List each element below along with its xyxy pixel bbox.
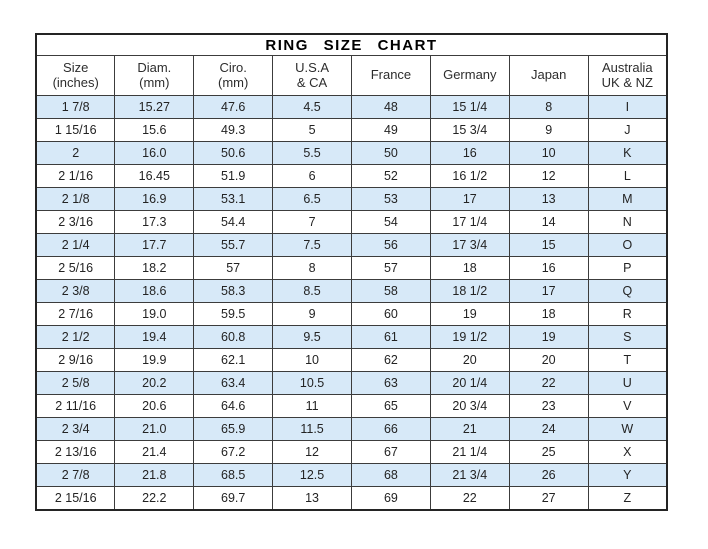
table-cell: 17 3/4 bbox=[430, 234, 509, 257]
column-header-row bbox=[36, 56, 667, 96]
table-cell: 2 7/8 bbox=[36, 464, 115, 487]
table-row bbox=[36, 165, 667, 188]
table-cell: 2 3/8 bbox=[36, 280, 115, 303]
table-cell: 20.6 bbox=[115, 395, 194, 418]
table-cell: N bbox=[588, 211, 667, 234]
table-cell: 17.3 bbox=[115, 211, 194, 234]
table-cell: 10 bbox=[273, 349, 352, 372]
table-cell: 2 5/8 bbox=[36, 372, 115, 395]
table-cell: U bbox=[588, 372, 667, 395]
table-cell: 2 bbox=[36, 142, 115, 165]
table-cell: 12.5 bbox=[273, 464, 352, 487]
table-cell: S bbox=[588, 326, 667, 349]
table-cell: 21 3/4 bbox=[430, 464, 509, 487]
table-cell: 58.3 bbox=[194, 280, 273, 303]
table-cell: 9.5 bbox=[273, 326, 352, 349]
table-cell: 69.7 bbox=[194, 487, 273, 511]
table-cell: 7.5 bbox=[273, 234, 352, 257]
table-cell: 62.1 bbox=[194, 349, 273, 372]
table-cell: 19 bbox=[430, 303, 509, 326]
table-cell: Z bbox=[588, 487, 667, 511]
table-cell: 60.8 bbox=[194, 326, 273, 349]
table-cell: 65 bbox=[352, 395, 431, 418]
table-cell: 12 bbox=[273, 441, 352, 464]
table-cell: 26 bbox=[509, 464, 588, 487]
column-header-line: Australia bbox=[602, 59, 653, 75]
table-cell: 25 bbox=[509, 441, 588, 464]
table-cell: 67 bbox=[352, 441, 431, 464]
table-cell: 51.9 bbox=[194, 165, 273, 188]
table-cell: P bbox=[588, 257, 667, 280]
table-cell: 13 bbox=[509, 188, 588, 211]
table-row bbox=[36, 142, 667, 165]
table-cell: 57 bbox=[194, 257, 273, 280]
table-cell: 16.45 bbox=[115, 165, 194, 188]
table-cell: 27 bbox=[509, 487, 588, 511]
table-cell: 1 7/8 bbox=[36, 96, 115, 119]
column-header-line: Size bbox=[63, 59, 89, 75]
column-header bbox=[352, 56, 431, 96]
table-cell: 16 bbox=[430, 142, 509, 165]
table-cell: 19.9 bbox=[115, 349, 194, 372]
table-cell: 21.0 bbox=[115, 418, 194, 441]
table-cell: 21.4 bbox=[115, 441, 194, 464]
table-cell: 20.2 bbox=[115, 372, 194, 395]
table-cell: 16 1/2 bbox=[430, 165, 509, 188]
table-cell: 54 bbox=[352, 211, 431, 234]
title-row bbox=[36, 34, 667, 56]
column-header-line: U.S.A bbox=[295, 59, 330, 75]
table-cell: 60 bbox=[352, 303, 431, 326]
table-row bbox=[36, 96, 667, 119]
table-cell: T bbox=[588, 349, 667, 372]
table-cell: 49.3 bbox=[194, 119, 273, 142]
table-cell: 9 bbox=[509, 119, 588, 142]
table-cell: 18 1/2 bbox=[430, 280, 509, 303]
table-cell: 2 9/16 bbox=[36, 349, 115, 372]
table-cell: 63.4 bbox=[194, 372, 273, 395]
table-cell: 48 bbox=[352, 96, 431, 119]
table-cell: 4.5 bbox=[273, 96, 352, 119]
table-cell: 53 bbox=[352, 188, 431, 211]
table-cell: 11 bbox=[273, 395, 352, 418]
table-row bbox=[36, 211, 667, 234]
column-header-line: Diam. bbox=[137, 59, 172, 75]
table-cell: 19 bbox=[509, 326, 588, 349]
table-cell: 24 bbox=[509, 418, 588, 441]
column-header-line: & CA bbox=[296, 74, 328, 90]
table-head bbox=[36, 34, 667, 96]
table-cell: 23 bbox=[509, 395, 588, 418]
table-cell: R bbox=[588, 303, 667, 326]
table-row bbox=[36, 303, 667, 326]
table-cell: 12 bbox=[509, 165, 588, 188]
table-cell: 58 bbox=[352, 280, 431, 303]
table-cell: 49 bbox=[352, 119, 431, 142]
table-cell: 16.0 bbox=[115, 142, 194, 165]
table-cell: 2 3/4 bbox=[36, 418, 115, 441]
table-cell: K bbox=[588, 142, 667, 165]
table-cell: 2 7/16 bbox=[36, 303, 115, 326]
column-header-line: (mm) bbox=[218, 74, 249, 90]
table-cell: 20 bbox=[430, 349, 509, 372]
table-cell: V bbox=[588, 395, 667, 418]
table-cell: 68 bbox=[352, 464, 431, 487]
table-cell: W bbox=[588, 418, 667, 441]
table-row bbox=[36, 280, 667, 303]
table-cell: 18 bbox=[509, 303, 588, 326]
table-cell: 22.2 bbox=[115, 487, 194, 511]
table-row bbox=[36, 487, 667, 511]
ring-size-chart-table bbox=[35, 33, 668, 511]
column-header-line: Ciro. bbox=[219, 59, 247, 75]
table-cell: 15 bbox=[509, 234, 588, 257]
column-header-line: (inches) bbox=[52, 74, 99, 90]
column-header-line: Japan bbox=[530, 67, 567, 83]
table-cell: 20 1/4 bbox=[430, 372, 509, 395]
table-cell: 64.6 bbox=[194, 395, 273, 418]
column-header-line: UK & NZ bbox=[601, 74, 653, 90]
table-cell: 17 bbox=[430, 188, 509, 211]
table-row bbox=[36, 464, 667, 487]
table-cell: 17.7 bbox=[115, 234, 194, 257]
table-cell: 16 bbox=[509, 257, 588, 280]
table-cell: 17 bbox=[509, 280, 588, 303]
table-cell: 10 bbox=[509, 142, 588, 165]
table-cell: 66 bbox=[352, 418, 431, 441]
table-cell: 6 bbox=[273, 165, 352, 188]
table-cell: 62 bbox=[352, 349, 431, 372]
table-cell: 69 bbox=[352, 487, 431, 511]
column-header bbox=[588, 56, 667, 96]
table-cell: 54.4 bbox=[194, 211, 273, 234]
table-cell: 2 13/16 bbox=[36, 441, 115, 464]
table-cell: 50 bbox=[352, 142, 431, 165]
table-cell: Y bbox=[588, 464, 667, 487]
table-cell: 20 bbox=[509, 349, 588, 372]
table-cell: 57 bbox=[352, 257, 431, 280]
table-row bbox=[36, 257, 667, 280]
table-cell: 65.9 bbox=[194, 418, 273, 441]
table-cell: M bbox=[588, 188, 667, 211]
column-header bbox=[194, 56, 273, 96]
table-cell: I bbox=[588, 96, 667, 119]
table-cell: 2 11/16 bbox=[36, 395, 115, 418]
column-header-line: France bbox=[370, 67, 412, 83]
table-row bbox=[36, 395, 667, 418]
table-cell: 47.6 bbox=[194, 96, 273, 119]
table-cell: 2 3/16 bbox=[36, 211, 115, 234]
table-cell: 15.6 bbox=[115, 119, 194, 142]
table-cell: 8.5 bbox=[273, 280, 352, 303]
table-cell: 19 1/2 bbox=[430, 326, 509, 349]
table-cell: 17 1/4 bbox=[430, 211, 509, 234]
table-cell: 19.0 bbox=[115, 303, 194, 326]
table-cell: 1 15/16 bbox=[36, 119, 115, 142]
table-cell: 22 bbox=[430, 487, 509, 511]
table-cell: 53.1 bbox=[194, 188, 273, 211]
table-cell: 6.5 bbox=[273, 188, 352, 211]
table-cell: 18.6 bbox=[115, 280, 194, 303]
table-cell: 7 bbox=[273, 211, 352, 234]
table-cell: 2 1/16 bbox=[36, 165, 115, 188]
table-cell: 52 bbox=[352, 165, 431, 188]
column-header-line: (mm) bbox=[139, 74, 170, 90]
table-cell: 9 bbox=[273, 303, 352, 326]
column-header bbox=[273, 56, 352, 96]
table-body bbox=[36, 96, 667, 511]
table-cell: 11.5 bbox=[273, 418, 352, 441]
table-cell: 19.4 bbox=[115, 326, 194, 349]
chart-title: RING SIZE CHART bbox=[36, 34, 667, 56]
table-cell: 2 1/8 bbox=[36, 188, 115, 211]
table-cell: 61 bbox=[352, 326, 431, 349]
table-cell: 2 15/16 bbox=[36, 487, 115, 511]
table-cell: 5.5 bbox=[273, 142, 352, 165]
table-row bbox=[36, 418, 667, 441]
column-header-line: Germany bbox=[443, 67, 497, 83]
table-cell: 2 1/2 bbox=[36, 326, 115, 349]
table-row bbox=[36, 234, 667, 257]
table-row bbox=[36, 119, 667, 142]
table-cell: 16.9 bbox=[115, 188, 194, 211]
table-row bbox=[36, 188, 667, 211]
table-cell: 22 bbox=[509, 372, 588, 395]
table-cell: 15 3/4 bbox=[430, 119, 509, 142]
table-cell: 8 bbox=[273, 257, 352, 280]
column-header bbox=[115, 56, 194, 96]
table-cell: O bbox=[588, 234, 667, 257]
table-row bbox=[36, 372, 667, 395]
table-cell: 55.7 bbox=[194, 234, 273, 257]
table-cell: 5 bbox=[273, 119, 352, 142]
table-row bbox=[36, 441, 667, 464]
table-cell: 56 bbox=[352, 234, 431, 257]
table-cell: X bbox=[588, 441, 667, 464]
column-header bbox=[430, 56, 509, 96]
table-cell: 68.5 bbox=[194, 464, 273, 487]
table-cell: 13 bbox=[273, 487, 352, 511]
table-cell: 67.2 bbox=[194, 441, 273, 464]
table-cell: 14 bbox=[509, 211, 588, 234]
column-header bbox=[509, 56, 588, 96]
table-cell: 18.2 bbox=[115, 257, 194, 280]
table-cell: 20 3/4 bbox=[430, 395, 509, 418]
table-row bbox=[36, 349, 667, 372]
table-cell: 2 5/16 bbox=[36, 257, 115, 280]
table-cell: 50.6 bbox=[194, 142, 273, 165]
table-cell: 10.5 bbox=[273, 372, 352, 395]
table-cell: Q bbox=[588, 280, 667, 303]
table-cell: L bbox=[588, 165, 667, 188]
table-cell: 15.27 bbox=[115, 96, 194, 119]
table-cell: 15 1/4 bbox=[430, 96, 509, 119]
table-cell: 59.5 bbox=[194, 303, 273, 326]
table-cell: 8 bbox=[509, 96, 588, 119]
table-cell: 21.8 bbox=[115, 464, 194, 487]
table-row bbox=[36, 326, 667, 349]
table-cell: 21 bbox=[430, 418, 509, 441]
table-cell: 2 1/4 bbox=[36, 234, 115, 257]
table-cell: J bbox=[588, 119, 667, 142]
table-cell: 63 bbox=[352, 372, 431, 395]
table-cell: 18 bbox=[430, 257, 509, 280]
column-header bbox=[36, 56, 115, 96]
table-cell: 21 1/4 bbox=[430, 441, 509, 464]
